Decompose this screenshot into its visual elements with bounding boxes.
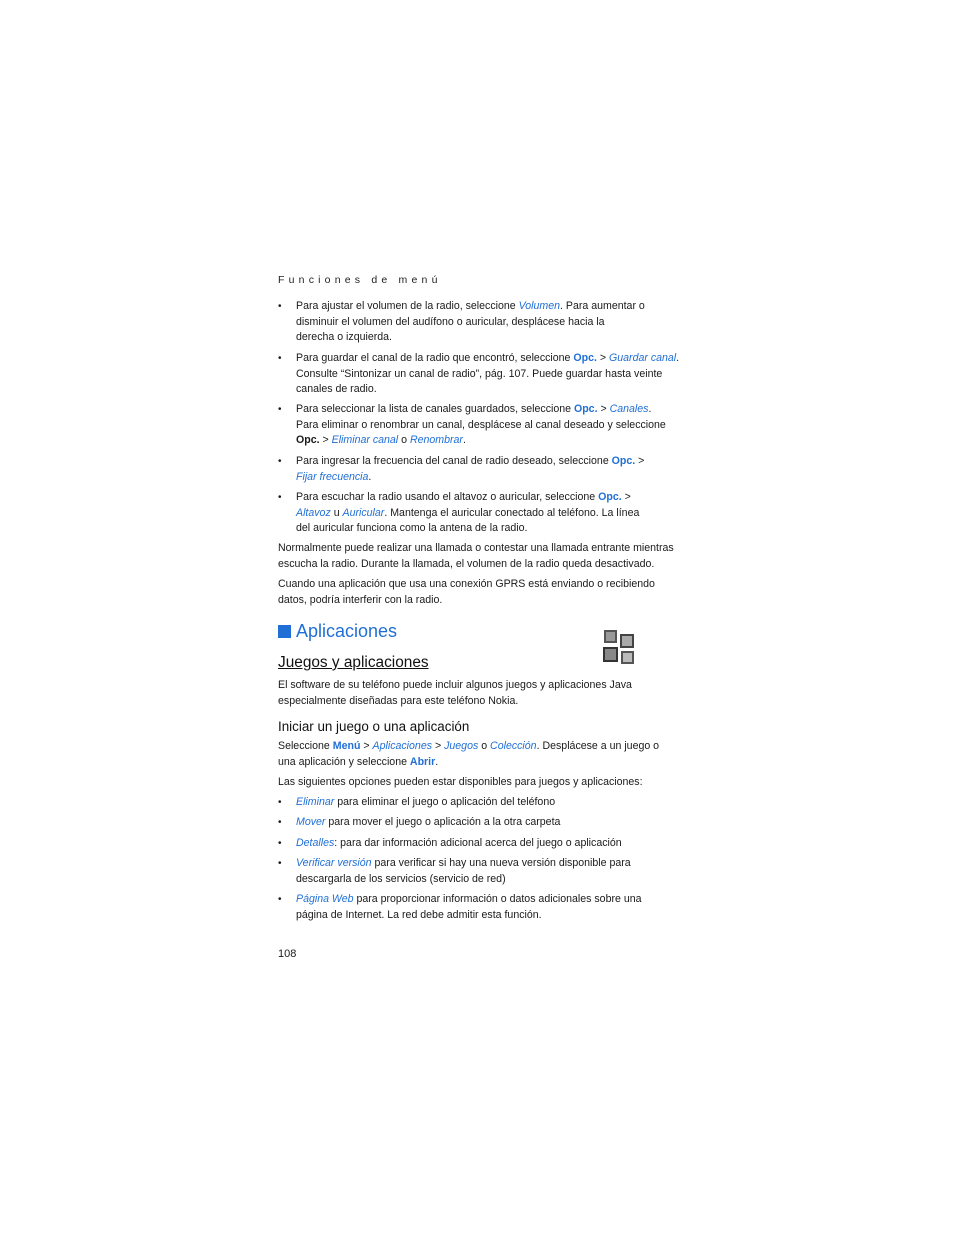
text-line: [278, 755, 670, 771]
text-line: [296, 872, 676, 888]
list-item: [296, 856, 676, 887]
text-run: u: [330, 506, 343, 519]
menu-option-link: Volumen: [518, 300, 561, 312]
paragraph-select: [278, 739, 670, 770]
list-item: [296, 490, 676, 537]
text-run: o: [398, 434, 410, 447]
text-line: [278, 739, 670, 755]
bullet-icon: •: [278, 404, 282, 415]
text-run: >: [635, 455, 645, 467]
text-run: .: [368, 470, 372, 483]
text-run: Para eliminar o renombrar un canal, desplácese al canal deseado y seleccione: [296, 418, 666, 431]
section-heading: [278, 621, 397, 642]
text-line: [296, 815, 676, 831]
text-run: página de Internet. La red debe admitir esta función.: [296, 908, 542, 921]
menu-option-link: Fijar frecuencia: [296, 470, 369, 483]
text-run: Para ajustar el volumen de la radio, seleccione: [296, 300, 519, 312]
menu-option-link: Eliminar canal: [331, 434, 399, 447]
text-run: Para seleccionar la lista de canales guardados, seleccione: [296, 403, 574, 415]
text-line: [296, 367, 676, 383]
text-line: Las siguientes opciones pueden estar disponibles para juegos y aplicaciones:: [278, 776, 643, 788]
text-line: [296, 506, 676, 522]
bullet-icon: •: [278, 817, 282, 828]
text-line: [296, 299, 676, 315]
bullet-icon: •: [278, 492, 282, 503]
menu-option-link: Aplicaciones: [372, 740, 433, 752]
text-run: Para ingresar la frecuencia del canal de radio deseado, seleccione: [296, 455, 612, 467]
text-line: [296, 836, 676, 852]
list-item: [296, 351, 680, 398]
text-run: una aplicación y seleccione: [278, 755, 410, 768]
bullet-icon: •: [278, 353, 282, 364]
menu-option-link: Página Web: [296, 893, 354, 905]
list-item: [296, 836, 676, 852]
text-run: >: [597, 403, 610, 415]
menu-option-link: Colección: [490, 740, 537, 752]
text-run: del auricular funciona como la antena de la radio.: [296, 522, 528, 535]
list-item: [296, 454, 676, 485]
menu-option-link: Guardar canal: [609, 352, 677, 364]
text-line: [296, 330, 676, 346]
text-line: [296, 433, 676, 449]
text-line: [296, 892, 676, 908]
text-line: [296, 908, 676, 924]
menu-option-link: Altavoz: [296, 506, 331, 519]
text-run: >: [596, 352, 610, 364]
paragraph-gprs: [278, 577, 670, 608]
bullet-icon: •: [278, 838, 282, 849]
text-run: Para escuchar la radio usando el altavoz o auricular, seleccione: [296, 491, 599, 503]
softkey-label: Opc.: [573, 352, 597, 364]
list-item: [296, 299, 676, 346]
text-line: [296, 418, 676, 434]
text-run: para mover el juego o aplicación a la otra carpeta: [325, 816, 561, 828]
text-line: [296, 315, 676, 331]
text-line: [296, 351, 680, 367]
text-line: [296, 490, 676, 506]
text-run: Consulte “Sintonizar un canal de radio”, pág. 107. Puede guardar hasta veinte: [296, 367, 663, 380]
menu-option-link: Juegos: [444, 740, 479, 752]
text-run: . Para aumentar o: [560, 300, 645, 312]
text-run: . Mantenga el auricular conectado al teléfono. La línea: [384, 506, 640, 519]
list-item: [296, 815, 676, 831]
menu-option-link: Auricular: [342, 506, 385, 519]
text-line: datos, podría interferir con la radio.: [278, 593, 443, 606]
running-header: Funciones de menú: [278, 274, 442, 286]
text-run: canales de radio.: [296, 383, 377, 396]
text-line: Normalmente puede realizar una llamada o contestar una llamada entrante mientras: [278, 542, 674, 554]
sub-subsection-heading: Iniciar un juego o una aplicación: [278, 719, 470, 734]
list-item: [296, 892, 676, 923]
softkey-label: Abrir: [409, 755, 436, 768]
menu-option-link: Mover: [296, 816, 326, 828]
text-run: descargarla de los servicios (servicio de red): [296, 872, 506, 885]
menu-option-link: Detalles: [296, 837, 335, 849]
text-line: [296, 382, 676, 398]
text-run: disminuir el volumen del audífono o auricular, desplácese hacia la: [296, 315, 605, 328]
subsection-heading: Juegos y aplicaciones: [278, 654, 429, 671]
text-run: .: [648, 403, 652, 415]
menu-option-link: Verificar versión: [296, 857, 372, 869]
text-run: >: [621, 491, 631, 503]
text-run: para verificar si hay una nueva versión disponible para: [371, 857, 631, 869]
text-line: escucha la radio. Durante la llamada, el volumen de la radio queda desactivado.: [278, 557, 655, 570]
text-run: >: [360, 740, 373, 752]
bullet-icon: •: [278, 301, 282, 312]
text-run: derecha o izquierda.: [296, 331, 392, 344]
softkey-label: Opc.: [611, 455, 636, 467]
text-line: [296, 470, 676, 486]
softkey-label: Opc.: [598, 491, 622, 503]
text-line: especialmente diseñadas para este teléfono Nokia.: [278, 694, 519, 707]
bullet-icon: •: [278, 456, 282, 467]
text-line: [296, 521, 676, 537]
list-item: [296, 795, 676, 811]
text-run: Para guardar el canal de la radio que encontró, seleccione: [296, 352, 574, 364]
text-run: . Desplácese a un juego o: [536, 740, 660, 752]
paragraph-software: [278, 678, 670, 709]
text-run: .: [435, 755, 439, 768]
bullet-icon: •: [278, 894, 282, 905]
menu-option-link: Renombrar: [409, 434, 463, 447]
text-run: o: [478, 740, 491, 752]
paragraph-options: [278, 775, 670, 791]
text-line: [296, 402, 676, 418]
text-run: .: [462, 434, 466, 447]
applications-icon: [601, 628, 641, 673]
paragraph-calls: [278, 541, 674, 572]
text-run: >: [432, 740, 445, 752]
text-run: >: [319, 434, 332, 447]
text-line: El software de su teléfono puede incluir algunos juegos y aplicaciones Java: [278, 679, 632, 691]
softkey-label: Menú: [332, 740, 361, 752]
heading-square-icon: [278, 625, 291, 638]
list-item: [296, 402, 676, 449]
text-line: [296, 795, 676, 811]
text-run: : para dar información adicional acerca del juego o aplicación: [334, 837, 622, 849]
section-heading-text: Aplicaciones: [296, 621, 398, 641]
menu-option-link: Eliminar: [296, 796, 335, 808]
page-number: 108: [278, 948, 297, 960]
text-line: [296, 454, 676, 470]
menu-option-link: Canales: [609, 403, 649, 415]
text-run: .: [676, 352, 680, 364]
softkey-label: Opc.: [573, 403, 598, 415]
softkey-label: Opc.: [296, 434, 320, 447]
text-run: para proporcionar información o datos adicionales sobre una: [353, 893, 642, 905]
bullet-icon: •: [278, 858, 282, 869]
text-run: para eliminar el juego o aplicación del teléfono: [334, 796, 556, 808]
text-run: Seleccione: [278, 740, 333, 752]
text-line: [296, 856, 676, 872]
bullet-icon: •: [278, 797, 282, 808]
text-line: Cuando una aplicación que usa una conexión GPRS está enviando o recibiendo: [278, 578, 655, 590]
